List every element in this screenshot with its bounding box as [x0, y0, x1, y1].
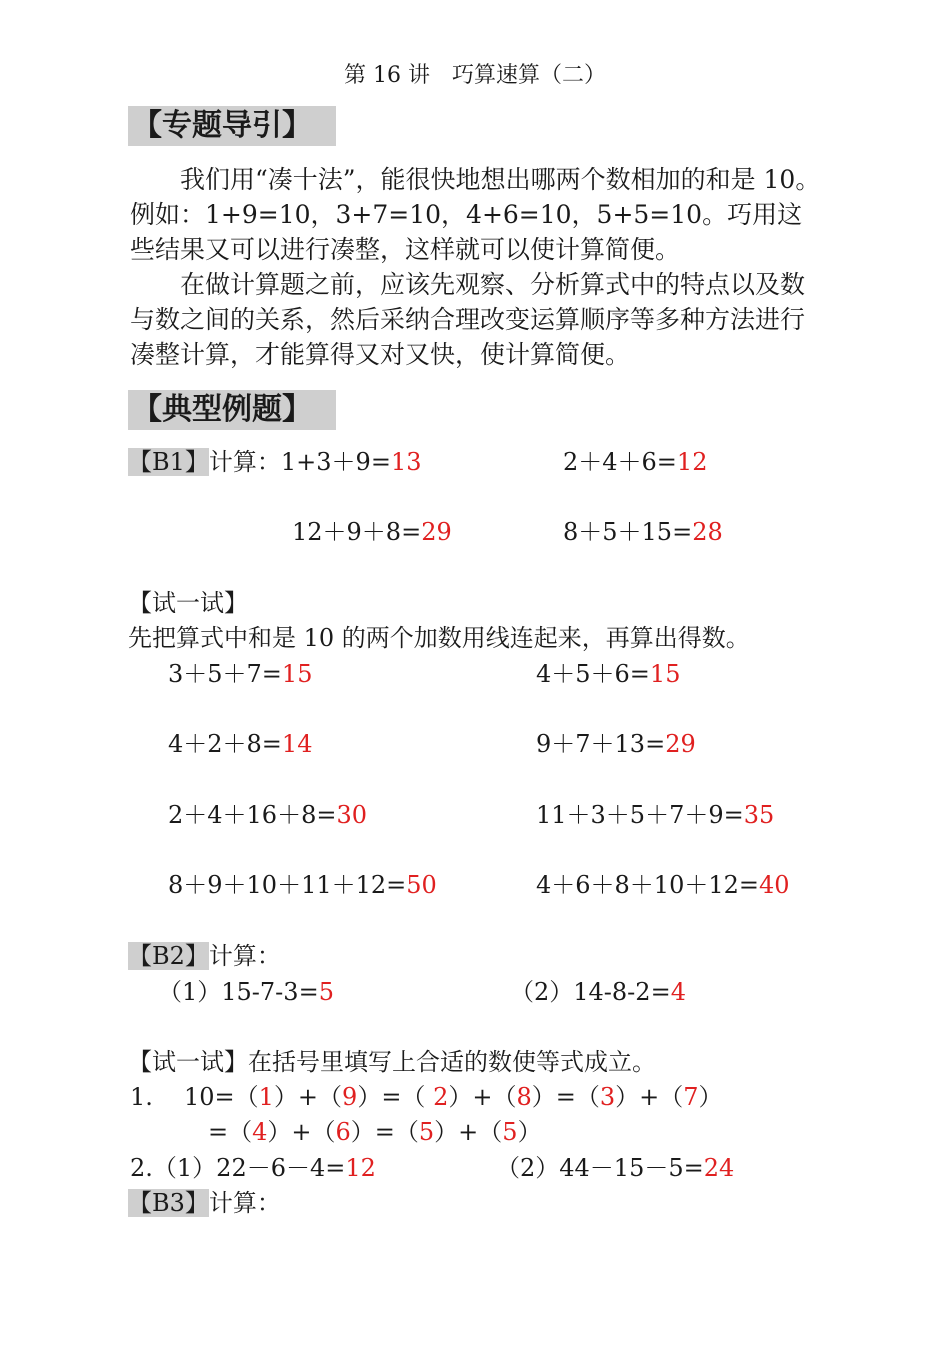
- b1-label: 计算：: [208, 448, 281, 476]
- b2-answer-2: 4: [670, 978, 686, 1006]
- b1-item-4: [563, 517, 723, 547]
- try1-expr: 11＋3＋5＋7＋9=: [536, 801, 744, 829]
- b2-item-1: [158, 977, 334, 1007]
- try1-item: [168, 659, 312, 689]
- b1-row: [128, 447, 421, 477]
- b1-item-3: [292, 517, 452, 547]
- try2-answer: 4: [252, 1118, 268, 1146]
- try2-expr-1: （1）22－6－4=: [152, 1154, 346, 1182]
- try1-answer: 50: [406, 871, 437, 899]
- b1-answer-1: 13: [390, 448, 422, 476]
- try2-line-3: [130, 1153, 376, 1183]
- b2-item-2: [510, 977, 686, 1007]
- page-title: 第 16 讲 巧算速算（二）: [344, 63, 606, 88]
- try2-line-3b: [496, 1153, 734, 1183]
- b1-expr-4: 8＋5＋15=: [563, 518, 693, 546]
- try2-text: ）+（: [615, 1083, 684, 1111]
- try2-text: =（: [208, 1118, 253, 1146]
- try2-number-1: 1.: [130, 1083, 153, 1111]
- try1-item: [168, 800, 367, 830]
- try2-text: ）=（: [350, 1118, 419, 1146]
- try1-expr: 9＋7＋13=: [536, 730, 666, 758]
- b2-tag: 【B2】: [128, 942, 209, 970]
- try1-item: [536, 800, 774, 830]
- try1-instruction: 先把算式中和是 10 的两个加数用线连起来，再算出得数。: [128, 624, 750, 652]
- b2-label: 计算：: [208, 942, 281, 970]
- try2-answer: 8: [516, 1083, 532, 1111]
- try2-answer: 24: [703, 1154, 735, 1182]
- try2-answer: 9: [342, 1083, 358, 1111]
- b1-item-2: [563, 447, 707, 477]
- try1-answer: 30: [336, 801, 368, 829]
- section-heading-examples: 【典型例题】: [128, 390, 336, 430]
- try2-answer: 5: [502, 1118, 518, 1146]
- try2-answer: 6: [335, 1118, 351, 1146]
- try1-answer: 15: [281, 660, 313, 688]
- b1-answer-4: 28: [692, 518, 723, 546]
- try2-number-2: 2.: [130, 1154, 153, 1182]
- try1-heading: 【试一试】: [128, 589, 248, 617]
- b3-row: [128, 1188, 281, 1218]
- b2-answer-1: 5: [318, 978, 334, 1006]
- b1-answer-2: 12: [676, 448, 708, 476]
- b1-answer-3: 29: [421, 518, 452, 546]
- try2-expr-2: （2）44－15－5=: [496, 1154, 704, 1182]
- try1-expr: 4＋6＋8＋10＋12=: [536, 871, 759, 899]
- try2-row: [128, 1047, 656, 1077]
- try2-answer: 7: [683, 1083, 699, 1111]
- b1-expr-2: 2＋4＋6=: [563, 448, 677, 476]
- try2-text: ）+（: [267, 1118, 336, 1146]
- try2-text: 10=（: [184, 1083, 259, 1111]
- b3-label: 计算：: [208, 1189, 281, 1217]
- try1-item: [536, 659, 680, 689]
- try2-text: ）=（: [357, 1083, 434, 1111]
- try2-line-1: [130, 1082, 723, 1112]
- try2-text: ）: [517, 1118, 542, 1146]
- b2-expr-2: （2）14-8-2=: [510, 978, 671, 1006]
- b1-expr-1: 1+3＋9=: [280, 448, 391, 476]
- try1-expr: 4＋5＋6=: [536, 660, 650, 688]
- section-heading-intro: 【专题导引】: [128, 106, 336, 146]
- b2-row: [128, 941, 281, 971]
- try1-answer: 40: [759, 871, 790, 899]
- try2-text: ）+（: [434, 1118, 503, 1146]
- try1-expr: 4＋2＋8=: [168, 730, 282, 758]
- try2-line-2: [208, 1117, 542, 1147]
- try1-answer: 35: [743, 801, 775, 829]
- b3-tag: 【B3】: [128, 1189, 209, 1217]
- try1-item: [168, 729, 312, 759]
- try2-answer: 5: [418, 1118, 435, 1146]
- try2-answer: 12: [345, 1154, 376, 1182]
- b1-expr-3: 12＋9＋8=: [292, 518, 422, 546]
- try2-text: ）+（: [448, 1083, 517, 1111]
- try2-answer: 3: [599, 1083, 616, 1111]
- try1-item: [536, 729, 696, 759]
- try1-expr: 8＋9＋10＋11＋12=: [168, 871, 407, 899]
- try2-instruction: 在括号里填写上合适的数使等式成立。: [248, 1048, 656, 1076]
- try2-text: ）=（: [531, 1083, 600, 1111]
- try1-expr: 2＋4＋16＋8=: [168, 801, 337, 829]
- intro-paragraph-1: 我们用“凑十法”，能很快地想出哪两个数相加的和是 10。例如：1+9=10，3+7=10，4+6=10，5+5=10。巧用这些结果又可以进行凑整，这样就可以使计算简便。: [130, 165, 821, 264]
- try1-answer: 14: [281, 730, 313, 758]
- try1-expr: 3＋5＋7=: [168, 660, 282, 688]
- try1-answer: 29: [665, 730, 696, 758]
- try2-answer: 2: [433, 1083, 449, 1111]
- b1-tag: 【B1】: [128, 448, 209, 476]
- try2-answer: 1: [258, 1083, 274, 1111]
- try1-item: [168, 870, 437, 900]
- intro-paragraphs: [130, 162, 822, 372]
- b2-expr-1: （1）15-7-3=: [158, 978, 319, 1006]
- intro-paragraph-2: 在做计算题之前，应该先观察、分析算式中的特点以及数与数之间的关系，然后采纳合理改变运算顺序等多种方法进行凑整计算，才能算得又对又快，使计算简便。: [130, 270, 806, 369]
- try2-text: ）: [698, 1083, 723, 1111]
- try1-answer: 15: [649, 660, 681, 688]
- try1-item: [536, 870, 790, 900]
- try2-text: ）+（: [273, 1083, 343, 1111]
- try2-heading: 【试一试】: [128, 1048, 248, 1076]
